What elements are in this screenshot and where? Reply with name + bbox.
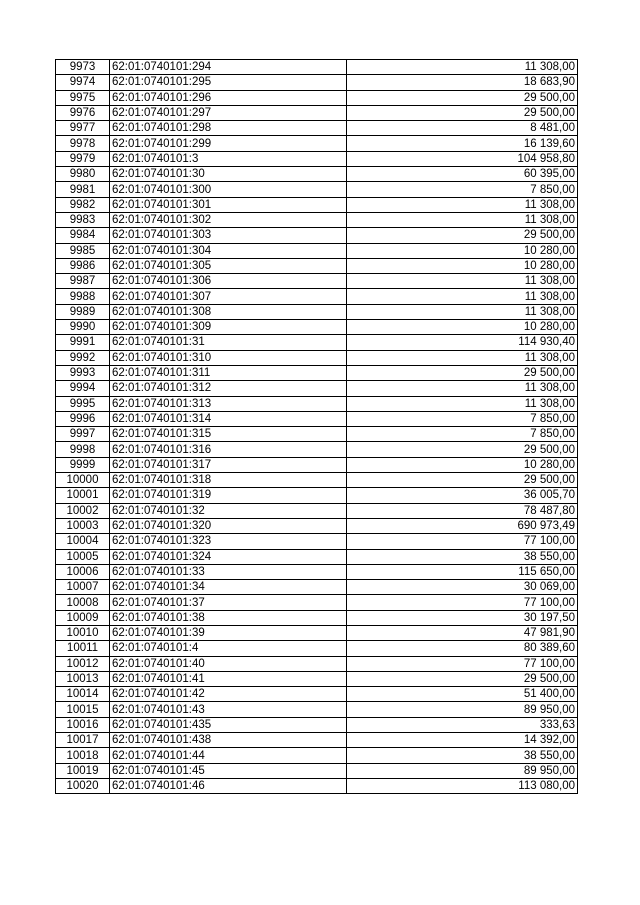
table-row	[56, 304, 578, 319]
row-number-cell: 10018	[56, 748, 110, 763]
row-number-cell: 9974	[56, 75, 110, 90]
row-number-cell: 9993	[56, 365, 110, 380]
table-row	[56, 136, 578, 151]
table-row	[56, 733, 578, 748]
table-row	[56, 641, 578, 656]
row-number-cell: 9985	[56, 243, 110, 258]
table-row	[56, 243, 578, 258]
cadastral-number-cell: 62:01:0740101:316	[110, 442, 347, 457]
table-row	[56, 427, 578, 442]
amount-cell: 80 389,60	[347, 641, 578, 656]
amount-cell: 10 280,00	[347, 457, 578, 472]
amount-cell: 11 308,00	[347, 197, 578, 212]
table-row	[56, 320, 578, 335]
row-number-cell: 10011	[56, 641, 110, 656]
table-row	[56, 473, 578, 488]
cadastral-number-cell: 62:01:0740101:307	[110, 289, 347, 304]
cadastral-number-cell: 62:01:0740101:33	[110, 564, 347, 579]
table-row	[56, 671, 578, 686]
amount-cell: 89 950,00	[347, 763, 578, 778]
amount-cell: 10 280,00	[347, 320, 578, 335]
cadastral-number-cell: 62:01:0740101:30	[110, 167, 347, 182]
cadastral-number-cell: 62:01:0740101:320	[110, 518, 347, 533]
amount-cell: 113 080,00	[347, 778, 578, 793]
amount-cell: 10 280,00	[347, 243, 578, 258]
amount-cell: 690 973,49	[347, 518, 578, 533]
row-number-cell: 9988	[56, 289, 110, 304]
amount-cell: 29 500,00	[347, 442, 578, 457]
amount-cell: 30 197,50	[347, 610, 578, 625]
cadastral-number-cell: 62:01:0740101:323	[110, 534, 347, 549]
table-row	[56, 411, 578, 426]
amount-cell: 11 308,00	[347, 350, 578, 365]
row-number-cell: 10005	[56, 549, 110, 564]
row-number-cell: 10003	[56, 518, 110, 533]
cadastral-number-cell: 62:01:0740101:312	[110, 381, 347, 396]
table-row	[56, 442, 578, 457]
table-row	[56, 228, 578, 243]
row-number-cell: 9994	[56, 381, 110, 396]
row-number-cell: 9989	[56, 304, 110, 319]
cadastral-number-cell: 62:01:0740101:46	[110, 778, 347, 793]
row-number-cell: 10013	[56, 671, 110, 686]
cadastral-number-cell: 62:01:0740101:4	[110, 641, 347, 656]
cadastral-number-cell: 62:01:0740101:38	[110, 610, 347, 625]
row-number-cell: 9982	[56, 197, 110, 212]
cadastral-number-cell: 62:01:0740101:45	[110, 763, 347, 778]
cadastral-number-cell: 62:01:0740101:318	[110, 473, 347, 488]
cadastral-number-cell: 62:01:0740101:42	[110, 687, 347, 702]
table-row	[56, 75, 578, 90]
amount-cell: 7 850,00	[347, 411, 578, 426]
table-row	[56, 381, 578, 396]
amount-cell: 29 500,00	[347, 671, 578, 686]
amount-cell: 89 950,00	[347, 702, 578, 717]
amount-cell: 78 487,80	[347, 503, 578, 518]
table-row	[56, 580, 578, 595]
amount-cell: 11 308,00	[347, 60, 578, 75]
amount-cell: 60 395,00	[347, 167, 578, 182]
cadastral-number-cell: 62:01:0740101:302	[110, 212, 347, 227]
cadastral-number-cell: 62:01:0740101:435	[110, 717, 347, 732]
row-number-cell: 9990	[56, 320, 110, 335]
row-number-cell: 10001	[56, 488, 110, 503]
amount-cell: 29 500,00	[347, 228, 578, 243]
row-number-cell: 10010	[56, 625, 110, 640]
table-row	[56, 350, 578, 365]
table-row	[56, 518, 578, 533]
amount-cell: 11 308,00	[347, 274, 578, 289]
row-number-cell: 9979	[56, 151, 110, 166]
row-number-cell: 10009	[56, 610, 110, 625]
amount-cell: 38 550,00	[347, 748, 578, 763]
table-row	[56, 274, 578, 289]
amount-cell: 104 958,80	[347, 151, 578, 166]
row-number-cell: 9999	[56, 457, 110, 472]
table-row	[56, 60, 578, 75]
row-number-cell: 10016	[56, 717, 110, 732]
amount-cell: 8 481,00	[347, 121, 578, 136]
row-number-cell: 10002	[56, 503, 110, 518]
amount-cell: 29 500,00	[347, 105, 578, 120]
cadastral-number-cell: 62:01:0740101:41	[110, 671, 347, 686]
row-number-cell: 10015	[56, 702, 110, 717]
table-row	[56, 748, 578, 763]
row-number-cell: 9978	[56, 136, 110, 151]
table-row	[56, 396, 578, 411]
cadastral-number-cell: 62:01:0740101:314	[110, 411, 347, 426]
row-number-cell: 10012	[56, 656, 110, 671]
table-row	[56, 365, 578, 380]
amount-cell: 29 500,00	[347, 365, 578, 380]
table-row	[56, 212, 578, 227]
table-row	[56, 687, 578, 702]
row-number-cell: 10007	[56, 580, 110, 595]
cadastral-number-cell: 62:01:0740101:438	[110, 733, 347, 748]
table-row	[56, 717, 578, 732]
cadastral-number-cell: 62:01:0740101:304	[110, 243, 347, 258]
amount-cell: 11 308,00	[347, 289, 578, 304]
amount-cell: 77 100,00	[347, 534, 578, 549]
amount-cell: 11 308,00	[347, 396, 578, 411]
row-number-cell: 10017	[56, 733, 110, 748]
cadastral-number-cell: 62:01:0740101:319	[110, 488, 347, 503]
cadastral-number-cell: 62:01:0740101:317	[110, 457, 347, 472]
table-row	[56, 778, 578, 793]
row-number-cell: 9995	[56, 396, 110, 411]
cadastral-number-cell: 62:01:0740101:308	[110, 304, 347, 319]
table-row	[56, 258, 578, 273]
cadastral-number-cell: 62:01:0740101:298	[110, 121, 347, 136]
amount-cell: 14 392,00	[347, 733, 578, 748]
row-number-cell: 9996	[56, 411, 110, 426]
cadastral-number-cell: 62:01:0740101:34	[110, 580, 347, 595]
amount-cell: 333,63	[347, 717, 578, 732]
cadastral-number-cell: 62:01:0740101:310	[110, 350, 347, 365]
cadastral-number-cell: 62:01:0740101:32	[110, 503, 347, 518]
cadastral-number-cell: 62:01:0740101:295	[110, 75, 347, 90]
cadastral-number-cell: 62:01:0740101:315	[110, 427, 347, 442]
table-row	[56, 289, 578, 304]
table-row	[56, 595, 578, 610]
row-number-cell: 9984	[56, 228, 110, 243]
row-number-cell: 9998	[56, 442, 110, 457]
amount-cell: 38 550,00	[347, 549, 578, 564]
amount-cell: 47 981,90	[347, 625, 578, 640]
cadastral-number-cell: 62:01:0740101:294	[110, 60, 347, 75]
cadastral-number-cell: 62:01:0740101:297	[110, 105, 347, 120]
amount-cell: 10 280,00	[347, 258, 578, 273]
row-number-cell: 10020	[56, 778, 110, 793]
row-number-cell: 10014	[56, 687, 110, 702]
table-row	[56, 534, 578, 549]
table-row	[56, 488, 578, 503]
amount-cell: 77 100,00	[347, 656, 578, 671]
registry-table-body	[56, 60, 578, 794]
table-row	[56, 763, 578, 778]
row-number-cell: 9987	[56, 274, 110, 289]
row-number-cell: 9975	[56, 90, 110, 105]
table-row	[56, 702, 578, 717]
cadastral-number-cell: 62:01:0740101:31	[110, 335, 347, 350]
amount-cell: 11 308,00	[347, 381, 578, 396]
table-row	[56, 625, 578, 640]
row-number-cell: 10000	[56, 473, 110, 488]
amount-cell: 30 069,00	[347, 580, 578, 595]
amount-cell: 77 100,00	[347, 595, 578, 610]
cadastral-number-cell: 62:01:0740101:305	[110, 258, 347, 273]
row-number-cell: 10006	[56, 564, 110, 579]
table-row	[56, 151, 578, 166]
cadastral-number-cell: 62:01:0740101:39	[110, 625, 347, 640]
cadastral-number-cell: 62:01:0740101:44	[110, 748, 347, 763]
cadastral-number-cell: 62:01:0740101:43	[110, 702, 347, 717]
table-row	[56, 610, 578, 625]
table-row	[56, 182, 578, 197]
cadastral-number-cell: 62:01:0740101:40	[110, 656, 347, 671]
registry-table	[55, 59, 578, 794]
row-number-cell: 9980	[56, 167, 110, 182]
row-number-cell: 9997	[56, 427, 110, 442]
cadastral-number-cell: 62:01:0740101:311	[110, 365, 347, 380]
row-number-cell: 9973	[56, 60, 110, 75]
row-number-cell: 9976	[56, 105, 110, 120]
cadastral-number-cell: 62:01:0740101:324	[110, 549, 347, 564]
row-number-cell: 10004	[56, 534, 110, 549]
cadastral-number-cell: 62:01:0740101:299	[110, 136, 347, 151]
amount-cell: 114 930,40	[347, 335, 578, 350]
row-number-cell: 10019	[56, 763, 110, 778]
cadastral-number-cell: 62:01:0740101:309	[110, 320, 347, 335]
row-number-cell: 9992	[56, 350, 110, 365]
amount-cell: 7 850,00	[347, 427, 578, 442]
row-number-cell: 9983	[56, 212, 110, 227]
amount-cell: 16 139,60	[347, 136, 578, 151]
cadastral-number-cell: 62:01:0740101:306	[110, 274, 347, 289]
amount-cell: 7 850,00	[347, 182, 578, 197]
amount-cell: 11 308,00	[347, 212, 578, 227]
amount-cell: 11 308,00	[347, 304, 578, 319]
row-number-cell: 9991	[56, 335, 110, 350]
amount-cell: 29 500,00	[347, 90, 578, 105]
table-row	[56, 457, 578, 472]
table-row	[56, 90, 578, 105]
row-number-cell: 9981	[56, 182, 110, 197]
amount-cell: 29 500,00	[347, 473, 578, 488]
cadastral-number-cell: 62:01:0740101:37	[110, 595, 347, 610]
amount-cell: 51 400,00	[347, 687, 578, 702]
amount-cell: 36 005,70	[347, 488, 578, 503]
row-number-cell: 10008	[56, 595, 110, 610]
amount-cell: 18 683,90	[347, 75, 578, 90]
row-number-cell: 9986	[56, 258, 110, 273]
table-row	[56, 656, 578, 671]
table-row	[56, 105, 578, 120]
table-row	[56, 549, 578, 564]
cadastral-number-cell: 62:01:0740101:303	[110, 228, 347, 243]
table-row	[56, 167, 578, 182]
table-row	[56, 121, 578, 136]
row-number-cell: 9977	[56, 121, 110, 136]
amount-cell: 115 650,00	[347, 564, 578, 579]
cadastral-number-cell: 62:01:0740101:296	[110, 90, 347, 105]
table-row	[56, 503, 578, 518]
table-row	[56, 197, 578, 212]
cadastral-number-cell: 62:01:0740101:300	[110, 182, 347, 197]
table-row	[56, 564, 578, 579]
cadastral-number-cell: 62:01:0740101:301	[110, 197, 347, 212]
cadastral-number-cell: 62:01:0740101:313	[110, 396, 347, 411]
cadastral-number-cell: 62:01:0740101:3	[110, 151, 347, 166]
table-row	[56, 335, 578, 350]
